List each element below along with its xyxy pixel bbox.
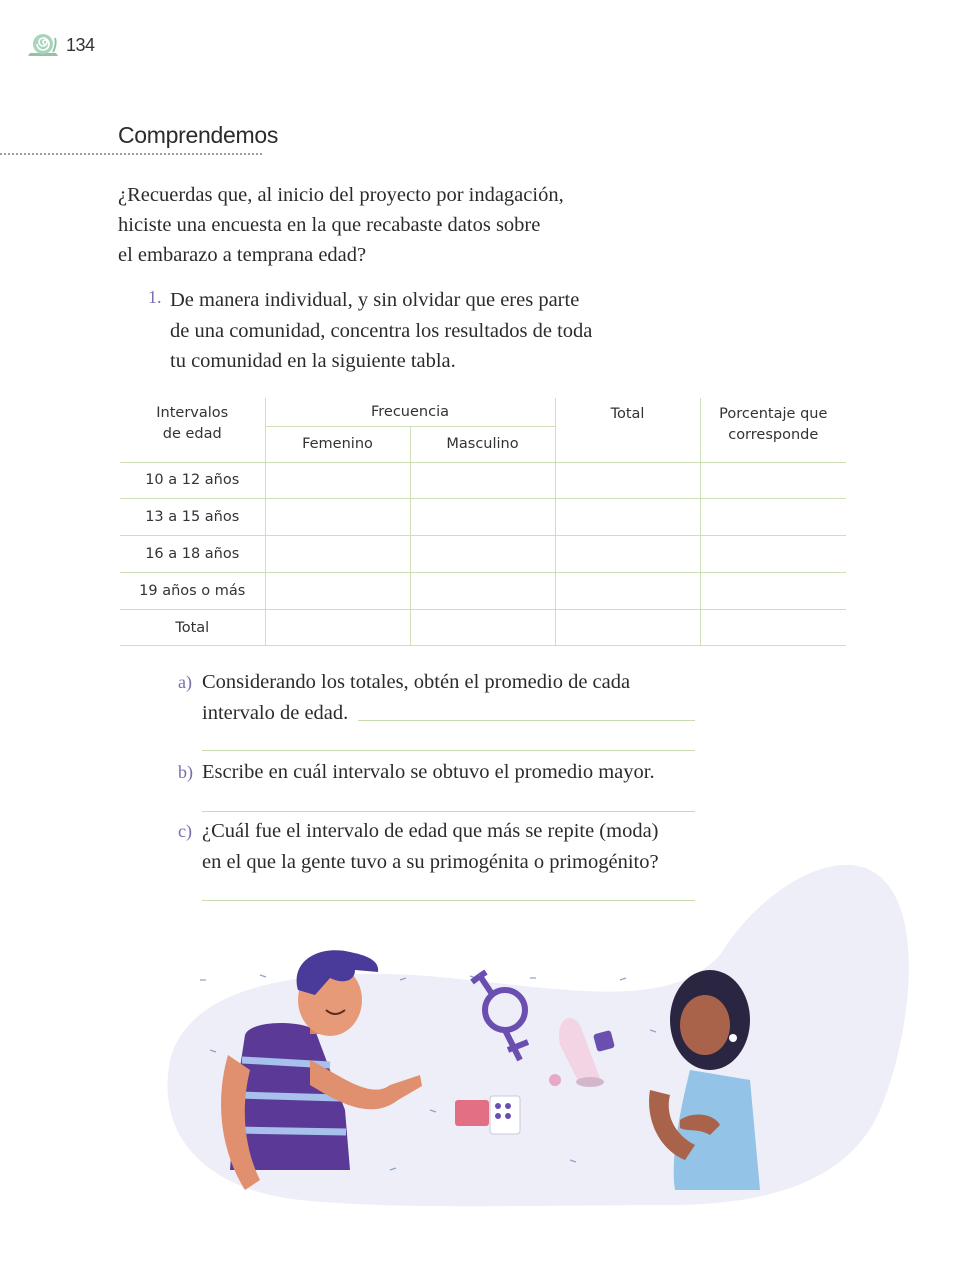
cell-total[interactable]	[555, 609, 700, 646]
cell-total[interactable]	[555, 572, 700, 609]
cell-female[interactable]	[265, 572, 410, 609]
row-label: 10 a 12 años	[120, 462, 265, 499]
header-total: Total	[555, 398, 700, 462]
cell-total[interactable]	[555, 536, 700, 573]
intro-line: hiciste una encuesta en la que recabaste datos sobre	[118, 214, 541, 236]
page-number-text: 134	[66, 34, 95, 55]
cell-female[interactable]	[265, 462, 410, 499]
cell-total[interactable]	[555, 499, 700, 536]
section-title: Comprendemos	[118, 122, 279, 148]
cell-percentage[interactable]	[700, 462, 846, 499]
activity-instruction	[170, 285, 640, 377]
answer-line-b[interactable]	[202, 811, 695, 812]
activity-line: De manera individual, y sin olvidar que eres parte	[170, 289, 580, 311]
cell-percentage[interactable]	[700, 609, 846, 646]
table-row	[120, 462, 846, 499]
cell-percentage[interactable]	[700, 499, 846, 536]
title-divider	[0, 153, 262, 155]
cell-male[interactable]	[410, 536, 555, 573]
cell-male[interactable]	[410, 572, 555, 609]
header-percentage: Porcentaje que corresponde	[700, 398, 846, 462]
table-row	[120, 499, 846, 536]
row-label: 16 a 18 años	[120, 536, 265, 573]
question-a: Considerando los totales, obtén el promedio de cada intervalo de edad.	[202, 671, 631, 724]
cell-percentage[interactable]	[700, 572, 846, 609]
table-row	[120, 609, 846, 646]
frequency-table	[120, 398, 846, 646]
illustration-teens	[150, 860, 968, 1275]
activity-line: de una comunidad, concentra los resultados de toda	[170, 319, 593, 342]
row-label: Total	[120, 609, 265, 646]
question-c-letter: c)	[178, 821, 192, 841]
row-label: 19 años o más	[120, 572, 265, 609]
header-age-intervals: Intervalos de edad	[120, 398, 265, 462]
question-c: ¿Cuál fue el intervalo de edad que más se repite (moda) en el que la gente tuvo a su primogénita o primogénito?	[202, 820, 659, 873]
header-frequency: Frecuencia	[265, 398, 555, 426]
row-label: 13 a 15 años	[120, 499, 265, 536]
cell-female[interactable]	[265, 609, 410, 646]
question-b-letter: b)	[178, 762, 193, 782]
question-a-letter: a)	[178, 672, 192, 692]
answer-line-a2[interactable]	[202, 750, 695, 751]
intro-line: ¿Recuerdas que, al inicio del proyecto por indagación,	[118, 184, 564, 206]
page-number	[26, 30, 95, 60]
header-female: Femenino	[265, 426, 410, 462]
cell-percentage[interactable]	[700, 536, 846, 573]
cell-female[interactable]	[265, 536, 410, 573]
header-male: Masculino	[410, 426, 555, 462]
intro-paragraph	[118, 180, 618, 270]
intro-line: el embarazo a temprana edad?	[118, 244, 367, 266]
snail-icon	[26, 30, 60, 60]
table-row	[120, 572, 846, 609]
question-b: Escribe en cuál intervalo se obtuvo el promedio mayor.	[202, 761, 655, 783]
cell-male[interactable]	[410, 609, 555, 646]
cell-male[interactable]	[410, 499, 555, 536]
table-row	[120, 536, 846, 573]
activity-line: tu comunidad en la siguiente tabla.	[170, 350, 456, 372]
cell-female[interactable]	[265, 499, 410, 536]
answer-line-a1[interactable]	[358, 720, 695, 721]
activity-number: 1.	[148, 287, 162, 307]
answer-line-c[interactable]	[202, 900, 695, 901]
cell-total[interactable]	[555, 462, 700, 499]
cell-male[interactable]	[410, 462, 555, 499]
